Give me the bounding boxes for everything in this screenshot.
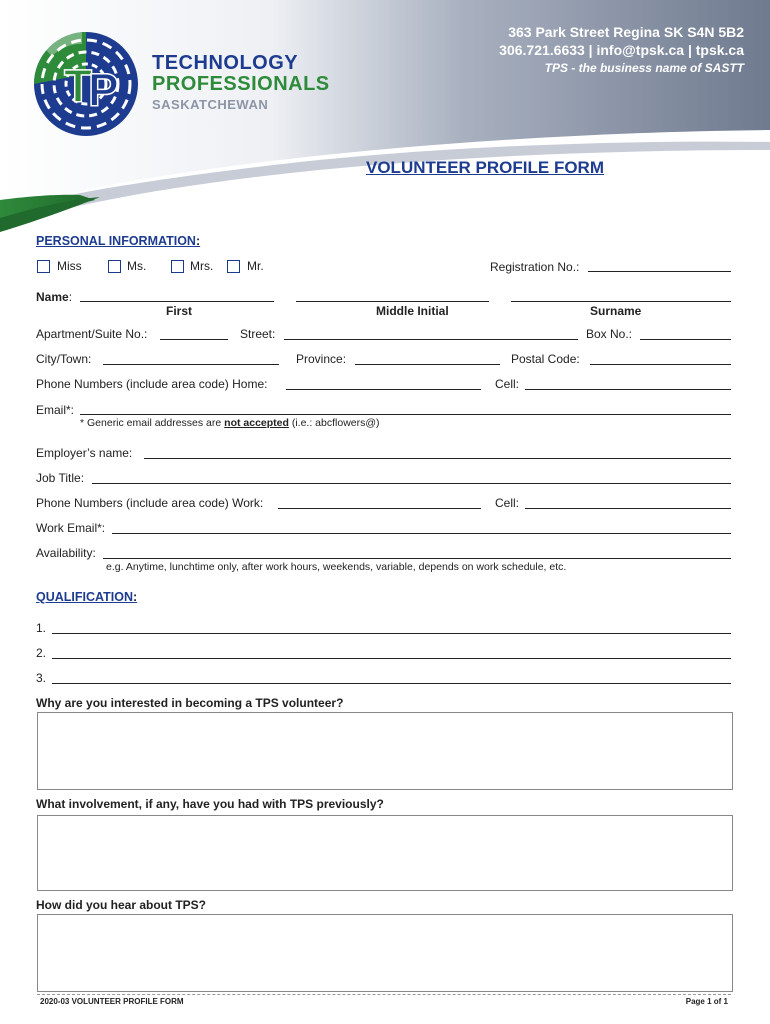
box-label: Box No.: (586, 327, 633, 341)
answer-interest-box[interactable] (37, 712, 733, 790)
apartment-label: Apartment/Suite No.: (36, 327, 148, 341)
qualification-heading (36, 590, 137, 604)
svg-text:P: P (88, 64, 119, 116)
province-label: Province: (296, 352, 347, 366)
first-name-field[interactable] (80, 301, 274, 302)
question-hear-about: How did you hear about TPS? (36, 898, 207, 912)
name-colon: : (68, 290, 73, 304)
salutation-ms-label: Ms. (127, 259, 147, 273)
box-field[interactable] (640, 339, 731, 340)
answer-hear-about-box[interactable] (37, 914, 733, 992)
qualification-heading-text: QUALIFICATION (36, 590, 133, 604)
org-name-line2: PROFESSIONALS (152, 73, 330, 95)
work-phone-label: Phone Numbers (include area code) Work: (36, 496, 264, 510)
registration-field[interactable] (588, 271, 731, 272)
employer-label: Employer’s name: (36, 446, 133, 460)
home-cell-label: Cell: (495, 377, 520, 391)
apartment-field[interactable] (160, 339, 228, 340)
name-label: Name (36, 290, 69, 304)
footer-form-id: 2020-03 VOLUNTEER PROFILE FORM (40, 997, 184, 1006)
work-email-label: Work Email*: (36, 521, 106, 535)
header-contact: 306.721.6633 | info@tpsk.ca | tpsk.ca (499, 42, 744, 58)
checkbox-ms[interactable] (108, 260, 121, 273)
qualification-heading-colon: : (132, 590, 138, 604)
checkbox-miss[interactable] (37, 260, 50, 273)
province-field[interactable] (355, 364, 500, 365)
personal-info-heading-colon: : (195, 234, 201, 248)
first-name-caption: First (166, 304, 193, 318)
job-title-field[interactable] (92, 483, 731, 484)
work-cell-label: Cell: (495, 496, 520, 510)
qualification-item-2-label: 2. (36, 646, 47, 660)
qualification-item-2-field[interactable] (52, 658, 731, 659)
email-note-post: (i.e.: abcflowers@) (288, 417, 380, 429)
home-phone-field[interactable] (286, 389, 481, 390)
answer-involvement-box[interactable] (37, 815, 733, 891)
question-involvement: What involvement, if any, have you had with TPS previously? (36, 797, 384, 811)
email-note-emphasis: not accepted (224, 417, 289, 429)
qualification-item-3-label: 3. (36, 671, 47, 685)
email-note (80, 417, 380, 429)
salutation-mrs-label: Mrs. (190, 259, 214, 273)
salutation-miss-label: Miss (57, 259, 82, 273)
city-label: City/Town: (36, 352, 92, 366)
postal-code-label: Postal Code: (511, 352, 580, 366)
postal-code-field[interactable] (590, 364, 731, 365)
email-field[interactable] (80, 414, 731, 415)
middle-initial-caption: Middle Initial (376, 304, 449, 318)
name-label-group (36, 290, 72, 304)
street-label: Street: (240, 327, 276, 341)
work-phone-field[interactable] (278, 508, 481, 509)
personal-info-heading-text: PERSONAL INFORMATION (36, 234, 196, 248)
availability-field[interactable] (103, 558, 731, 559)
footer-divider (37, 994, 731, 995)
personal-info-heading (36, 234, 200, 248)
availability-note: e.g. Anytime, lunchtime only, after work hours, weekends, variable, depends on work schedule, etc. (106, 561, 567, 573)
qualification-item-1-field[interactable] (52, 633, 731, 634)
checkbox-mrs[interactable] (171, 260, 184, 273)
org-name-line1: TECHNOLOGY (152, 52, 299, 74)
checkbox-mr[interactable] (227, 260, 240, 273)
org-name-line3: SASKATCHEWAN (152, 97, 269, 112)
home-phone-label: Phone Numbers (include area code) Home: (36, 377, 268, 391)
salutation-mr-label: Mr. (247, 259, 264, 273)
street-field[interactable] (284, 339, 578, 340)
header-address: 363 Park Street Regina SK S4N 5B2 (508, 24, 744, 40)
surname-caption: Surname (590, 304, 642, 318)
registration-label: Registration No.: (490, 260, 580, 274)
header-tagline: TPS - the business name of SASTT (544, 61, 744, 75)
form-title: VOLUNTEER PROFILE FORM (366, 158, 604, 177)
qualification-item-3-field[interactable] (52, 683, 731, 684)
employer-field[interactable] (144, 458, 731, 459)
work-cell-field[interactable] (525, 508, 731, 509)
surname-field[interactable] (511, 301, 731, 302)
svg-text:T: T (64, 60, 93, 112)
email-note-pre: * Generic email addresses are (80, 417, 225, 429)
logo-globe (34, 32, 138, 136)
email-label: Email*: (36, 403, 75, 417)
availability-label: Availability: (36, 546, 96, 560)
home-cell-field[interactable] (525, 389, 731, 390)
question-interest: Why are you interested in becoming a TPS volunteer? (36, 696, 344, 710)
work-email-field[interactable] (112, 533, 731, 534)
footer-page-number: Page 1 of 1 (685, 997, 728, 1006)
job-title-label: Job Title: (36, 471, 85, 485)
qualification-item-1-label: 1. (36, 621, 47, 635)
city-field[interactable] (103, 364, 279, 365)
middle-initial-field[interactable] (296, 301, 489, 302)
